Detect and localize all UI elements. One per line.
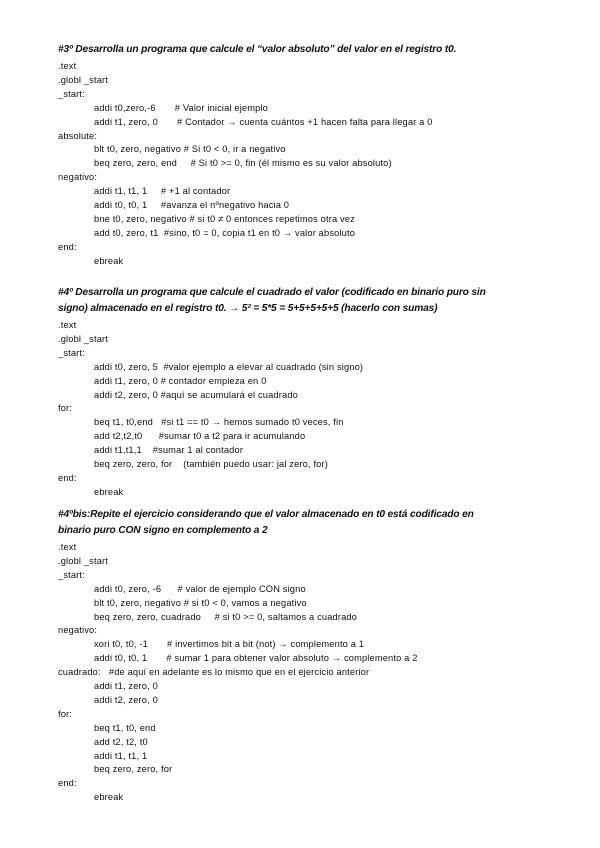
code-line: addi t0, zero, 5 #valor ejemplo a elevar al cuadrado (sin signo) xyxy=(94,361,364,372)
code-label: for: xyxy=(58,708,73,719)
code-line: add t2,t2,t0 #sumar t0 a t2 para ir acumulando xyxy=(94,431,306,442)
section-heading: #4ºbis:Repite el ejercicio considerando que el valor almacenado en t0 está codificado en xyxy=(58,509,474,520)
code-label: end: xyxy=(58,778,77,789)
code-label: for: xyxy=(58,403,73,414)
code-label: .globl _start xyxy=(58,74,109,85)
code-line: addi t2, zero, 0 xyxy=(94,694,158,705)
code-line: addi t1,t1,1 #sumar 1 al contador xyxy=(94,445,244,456)
code-line: addi t1, t1, 1 xyxy=(94,750,148,761)
code-label: _start: xyxy=(58,88,85,99)
code-line: ebreak xyxy=(94,255,124,266)
code-line: beq zero, zero, cuadrado # si t0 >= 0, saltamos a cuadrado xyxy=(94,611,358,622)
section-heading: signo) almacenado en el registro t0. → 5² = 5*5 = 5+5+5+5+5 (hacerlo con sumas) xyxy=(58,303,438,314)
code-line: blt t0, zero, negativo # Si t0 < 0, ir a negativo xyxy=(94,144,286,155)
code-line: beq zero, zero, for xyxy=(94,764,173,775)
section-heading: #3º Desarrolla un programa que calcule el “valor absoluto” del valor en el registro t0. xyxy=(58,44,457,55)
section-heading: binario puro CON signo en complemento a 2 xyxy=(58,525,268,536)
code-line: add t2, t2, t0 xyxy=(94,736,148,747)
code-line: bne t0, zero, negativo # si t0 ≠ 0 entonces repetimos otra vez xyxy=(94,213,355,224)
code-line: addi t1, zero, 0 # contador empieza en 0 xyxy=(94,375,267,386)
code-line: addi t1, zero, 0 # Contador → cuenta cuántos +1 hacen falta para llegar a 0 xyxy=(94,116,433,127)
code-line: beq zero, zero, end # Si t0 >= 0, fin (él mismo es su valor absoluto) xyxy=(94,158,392,169)
code-label: cuadrado: #de aquí en adelante es lo mismo que en el ejercicio anterior xyxy=(58,667,370,678)
code-line: addi t1, t1, 1 # +1 al contador xyxy=(94,186,231,197)
code-line: beq t1, t0,end #si t1 == t0 → hemos sumado t0 veces, fin xyxy=(94,417,344,428)
code-label: .text xyxy=(58,542,77,552)
code-label: _start: xyxy=(58,347,85,358)
code-label: end: xyxy=(58,241,77,252)
code-label: end: xyxy=(58,472,77,483)
code-line: ebreak xyxy=(94,792,124,803)
code-line: addi t0, t0, 1 # sumar 1 para obtener valor absoluto → complemento a 2 xyxy=(94,653,418,664)
code-line: beq zero, zero, for (también puedo usar: jal zero, for) xyxy=(94,459,328,469)
code-line: ebreak xyxy=(94,486,124,497)
code-line: add t0, zero, t1 #sino, t0 = 0, copia t1 en t0 → valor absoluto xyxy=(94,227,356,238)
code-line: addi t0,zero,-6 # Valor inicial ejemplo xyxy=(94,102,269,113)
code-line: addi t2, zero, 0 #aquí se acumulará el cuadrado xyxy=(94,389,298,400)
code-label: .text xyxy=(58,320,77,330)
code-label: .globl _start xyxy=(58,555,109,566)
code-label: .globl _start xyxy=(58,333,109,344)
section-heading: #4º Desarrolla un programa que calcule el cuadrado el valor (codificado en binario puro sin xyxy=(58,287,486,298)
code-line: blt t0, zero, negativo # si t0 < 0, vamos a negativo xyxy=(94,597,307,608)
code-line: addi t1, zero, 0 xyxy=(94,681,158,691)
code-label: negativo: xyxy=(58,625,98,636)
code-line: addi t0, zero, -6 # valor de ejemplo CON signo xyxy=(94,583,306,594)
code-label: negativo: xyxy=(58,172,98,183)
code-line: beq t1, t0, end xyxy=(94,722,156,733)
code-label: .text xyxy=(58,61,77,71)
code-label: _start: xyxy=(58,569,85,580)
code-line: xori t0, t0, -1 # invertimos bit a bit (not) → complemento a 1 xyxy=(94,639,365,650)
code-line: addi t0, t0, 1 #avanza el nºnegativo hacia 0 xyxy=(94,200,290,210)
code-label: absolute: xyxy=(58,130,98,141)
